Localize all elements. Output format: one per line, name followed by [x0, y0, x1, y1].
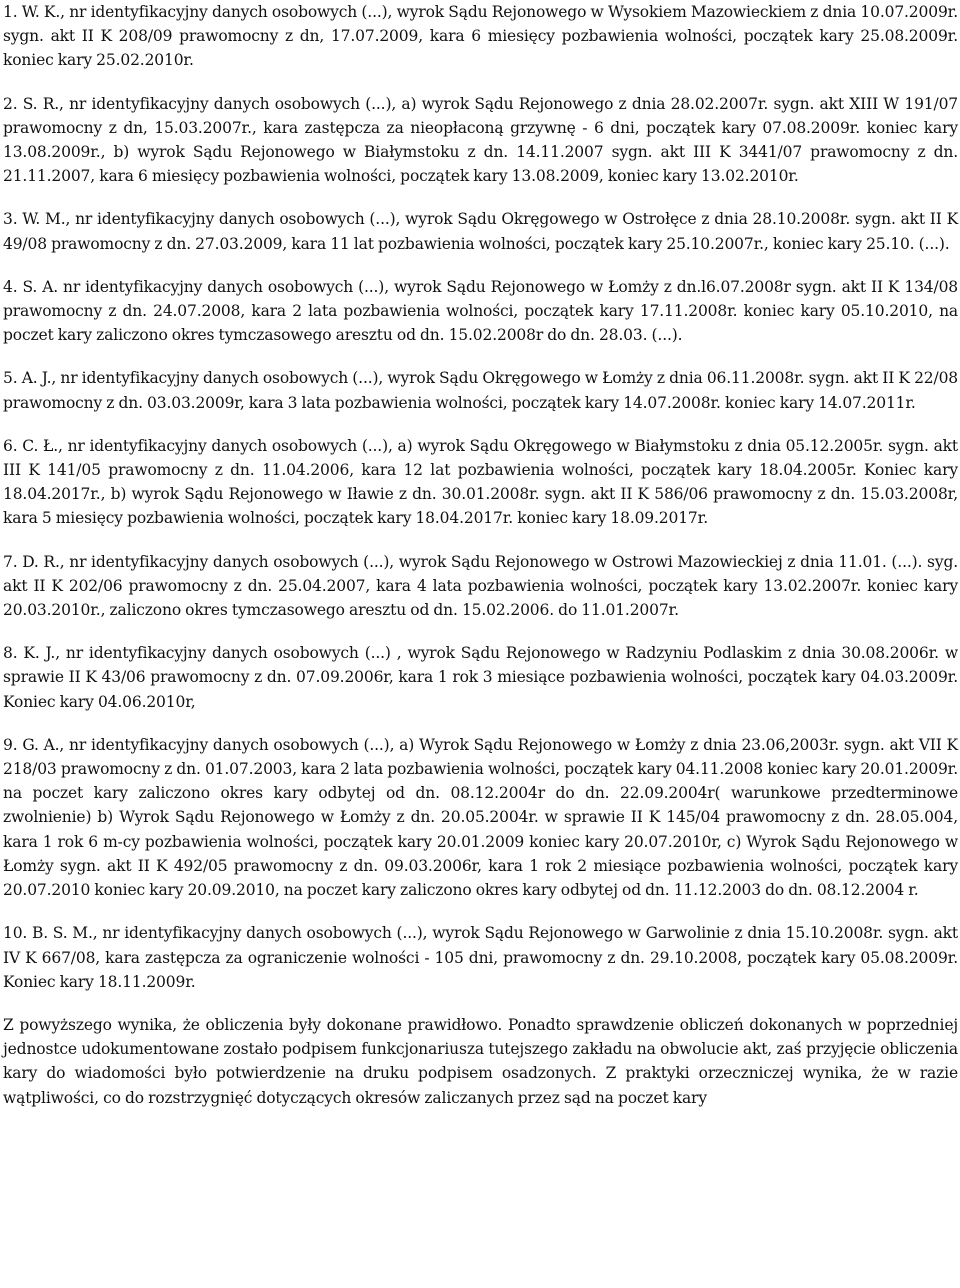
sentence-entry-9: 9. G. A., nr identyfikacyjny danych osobowych (...), a) Wyrok Sądu Rejonowego w Łomży z dnia 23.06,2003r. sygn. akt VII K 218/03 prawomocny z dn. 01.07.2003, kara 2 lata pozbawienia wolności, początek kary 04.11.2008 koniec kary 20.01.2009r. na poczet kary zaliczono okres kary odbytej od dn. 08.12.2004r do dn. 22.09.2004r( warunkowe przedterminowe zwolnienie) b) Wyrok Sądu Rejonowego w Łomży z dn. 20.05.2004r. w sprawie II K 145/04 prawomocny z dn. 28.05.004, kara 1 rok 6 m-cy pozbawienia wolności, początek kary 20.01.2009 koniec kary 20.07.2010r, c) Wyrok Sądu Rejonowego w Łomży sygn. akt II K 492/05 prawomocny z dn. 09.03.2006r, kara 1 rok 2 miesiące pozbawienia wolności, początek kary 20.07.2010 koniec kary 20.09.2010, na poczet kary zaliczono okres kary odbytej od dn. 11.12.2003 do dn. 08.12.2004 r.	[3, 735, 958, 900]
sentence-entry-2: 2. S. R., nr identyfikacyjny danych osobowych (...), a) wyrok Sądu Rejonowego z dnia 28.02.2007r. sygn. akt XIII W 191/07 prawomocny z dn, 15.03.2007r., kara zastępcza za nieopłaconą grzywnę - 6 dni, początek kary 07.08.2009r. koniec kary 13.08.2009r., b) wyrok Sądu Rejonowego w Białymstoku z dn. 14.11.2007 sygn. akt III K 3441/07 prawomocny z dn. 21.11.2007, kara 6 miesięcy pozbawienia wolności, początek kary 13.08.2009, koniec kary 13.02.2010r.	[3, 94, 958, 186]
sentence-entry-1: 1. W. K., nr identyfikacyjny danych osobowych (...), wyrok Sądu Rejonowego w Wysokiem Mazowieckiem z dnia 10.07.2009r. sygn. akt II K 208/09 prawomocny z dn, 17.07.2009, kara 6 miesięcy pozbawienia wolności, początek kary 25.08.2009r. koniec kary 25.02.2010r.	[3, 3, 958, 70]
sentence-entry-6: 6. C. Ł., nr identyfikacyjny danych osobowych (...), a) wyrok Sądu Okręgowego w Białymstoku z dnia 05.12.2005r. sygn. akt III K 141/05 prawomocny z dn. 11.04.2006, kara 12 lat pozbawienia wolności, początek kary 18.04.2005r. Koniec kary 18.04.2017r., b) wyrok Sądu Rejonowego w Iławie z dn. 30.01.2008r. sygn. akt II K 586/06 prawomocny z dn. 15.03.2008r, kara 5 miesięcy pozbawienia wolności, początek kary 18.04.2017r. koniec kary 18.09.2017r.	[3, 436, 958, 528]
sentence-entry-5: 5. A. J., nr identyfikacyjny danych osobowych (...), wyrok Sądu Okręgowego w Łomży z dnia 06.11.2008r. sygn. akt II K 22/08 prawomocny z dn. 03.03.2009r, kara 3 lata pozbawienia wolności, początek kary 14.07.2008r. koniec kary 14.07.2011r.	[3, 369, 958, 412]
conclusion-paragraph: Z powyższego wynika, że obliczenia były dokonane prawidłowo. Ponadto sprawdzenie obliczeń dokonanych w poprzedniej jednostce udokumentowane zostało podpisem funkcjonariusza tutejszego zakładu na obwolucie akt, zaś przyjęcie obliczenia kary do wiadomości było potwierdzenie na druku podpisem osadzonych. Z praktyki orzeczniczej wynika, że w razie wątpliwości, co do rozstrzygnięć dotyczących okresów zaliczanych przez sąd na poczet kary	[3, 1015, 958, 1107]
sentence-entry-4: 4. S. A. nr identyfikacyjny danych osobowych (...), wyrok Sądu Rejonowego w Łomży z dn.l6.07.2008r sygn. akt II K 134/08 prawomocny z dn. 24.07.2008, kara 2 lata pozbawienia wolności, początek kary 17.11.2008r. koniec kary 05.10.2010, na poczet kary zaliczono okres tymczasowego aresztu od dn. 15.02.2008r do dn. 28.03. (...).	[3, 277, 958, 345]
sentence-entry-10: 10. B. S. M., nr identyfikacyjny danych osobowych (...), wyrok Sądu Rejonowego w Garwolinie z dnia 15.10.2008r. sygn. akt IV K 667/08, kara zastępcza za ograniczenie wolności - 105 dni, prawomocny z dn. 29.10.2008, początek kary 05.08.2009r. Koniec kary 18.11.2009r.	[3, 924, 958, 991]
sentence-entry-3: 3. W. M., nr identyfikacyjny danych osobowych (...), wyrok Sądu Okręgowego w Ostrołęce z dnia 28.10.2008r. sygn. akt II K 49/08 prawomocny z dn. 27.03.2009, kara 11 lat pozbawienia wolności, początek kary 25.10.2007r., koniec kary 25.10. (...).	[3, 210, 958, 253]
sentence-entry-8: 8. K. J., nr identyfikacyjny danych osobowych (...) , wyrok Sądu Rejonowego w Radzyniu Podlaskim z dnia 30.08.2006r. w sprawie II K 43/06 prawomocny z dn. 07.09.2006r, kara 1 rok 3 miesiące pozbawienia wolności, początek kary 04.03.2009r. Koniec kary 04.06.2010r,	[3, 644, 958, 711]
sentence-entry-7: 7. D. R., nr identyfikacyjny danych osobowych (...), wyrok Sądu Rejonowego w Ostrowi Mazowieckiej z dnia 11.01. (...). syg. akt II K 202/06 prawomocny z dn. 25.04.2007, kara 4 lata pozbawienia wolności, początek kary 13.02.2007r. koniec kary 20.03.2010r., zaliczono okres tymczasowego aresztu od dn. 15.02.2006. do 11.01.2007r.	[3, 552, 958, 620]
